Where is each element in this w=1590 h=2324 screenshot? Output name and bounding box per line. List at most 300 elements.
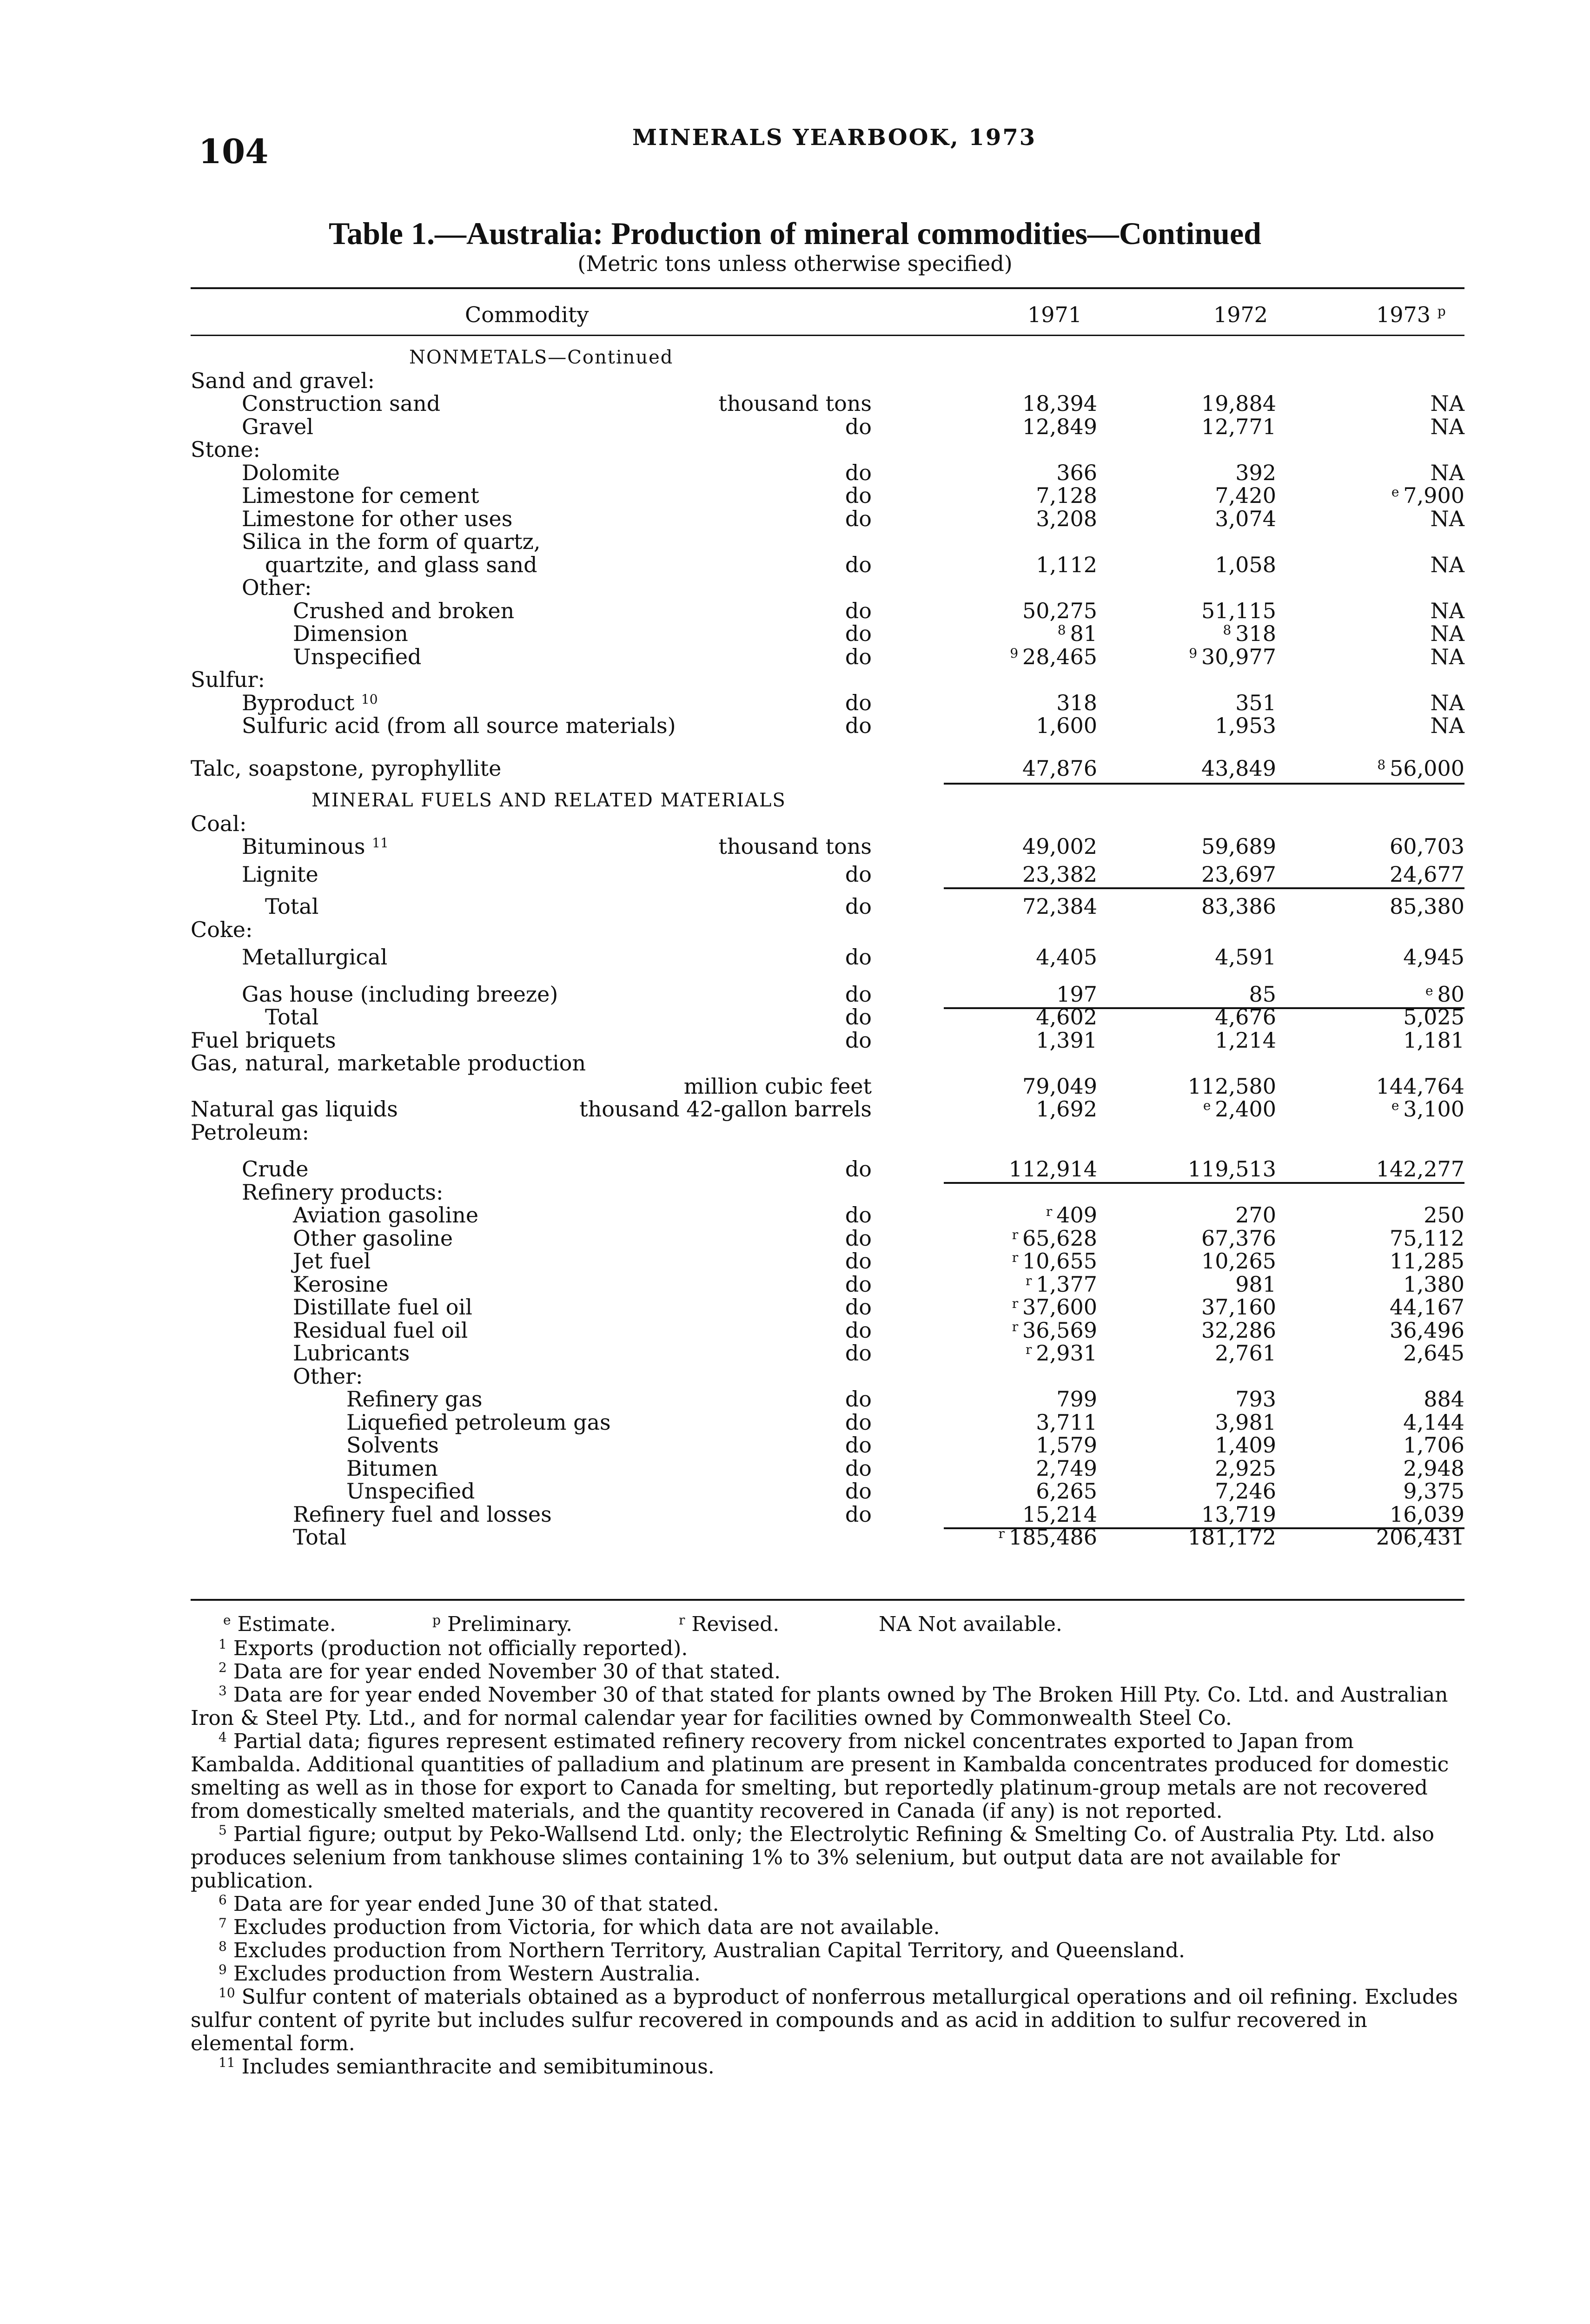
cell-1972: 37,160	[1201, 1294, 1276, 1320]
footnote-text: Data are for year ended June 30 of that stated.	[233, 1892, 719, 1916]
footnote-marker: r	[1026, 1273, 1036, 1288]
row-label: Total	[293, 1525, 347, 1550]
cell-1971: 12,849	[1022, 414, 1097, 439]
cell-1972: 119,513	[1187, 1156, 1276, 1182]
table-row	[0, 835, 1590, 858]
cell-1972: 10,265	[1201, 1248, 1276, 1274]
column-header-1971: 1971	[1027, 302, 1082, 327]
footnote-marker: r	[1012, 1250, 1023, 1265]
cell-1971: 72,384	[1022, 894, 1097, 919]
column-header-1973	[1376, 302, 1446, 327]
unit-label: million cubic feet	[683, 1073, 872, 1099]
cell-1972: 1,058	[1215, 552, 1276, 577]
cell-1971: 799	[1056, 1386, 1097, 1412]
unit-label: do	[845, 1225, 872, 1251]
cell-1971: $^r$ 409	[1046, 1202, 1097, 1228]
unit-label: do	[845, 1027, 872, 1053]
unit-label: do	[845, 944, 872, 970]
table-top-rule	[191, 287, 1464, 289]
cell-1973: 144,764	[1376, 1073, 1464, 1099]
cell-1971: 1,579	[1036, 1433, 1097, 1458]
cell-1972: 67,376	[1201, 1225, 1276, 1251]
cell-1972: 32,286	[1201, 1317, 1276, 1343]
unit-label: do	[845, 460, 872, 485]
section-heading	[0, 789, 1590, 812]
footnote-text: Data are for year ended November 30 of that stated.	[233, 1660, 781, 1684]
cell-1971: 112,914	[1008, 1156, 1097, 1182]
cell-1972: 59,689	[1201, 834, 1276, 859]
row-label: MINERAL FUELS AND RELATED MATERIALS	[311, 790, 786, 811]
cell-1971: 1,391	[1036, 1027, 1097, 1053]
footnote-number: 1	[219, 1637, 227, 1652]
cell-1973: NA	[1430, 414, 1464, 439]
cell-1973: 206,431	[1376, 1525, 1464, 1550]
row-label: Unspecified	[346, 1479, 475, 1504]
unit-label: do	[845, 1501, 872, 1527]
footnote-number: 4	[219, 1730, 227, 1745]
row-label: Bitumen	[346, 1455, 438, 1481]
cell-1973: $^8$ 56,000	[1377, 755, 1464, 781]
table-row	[0, 1052, 1590, 1074]
row-label: Other:	[242, 575, 312, 600]
table-row	[0, 484, 1590, 507]
footnote-marker: e	[1391, 484, 1404, 500]
row-label: Refinery fuel and losses	[293, 1501, 552, 1527]
footnote-item	[191, 2055, 1464, 2079]
cell-1972: 7,420	[1215, 483, 1276, 508]
cell-1972: 7,246	[1215, 1479, 1276, 1504]
cell-1971: 3,208	[1036, 506, 1097, 531]
footnote-item	[191, 1916, 1464, 1939]
footnote-marker: 11	[372, 835, 389, 851]
footnote-marker: r	[1046, 1204, 1057, 1219]
table-row	[0, 600, 1590, 622]
unit-label: do	[845, 861, 872, 887]
table-row	[0, 714, 1590, 737]
row-label: Total	[265, 894, 319, 919]
row-label: Dolomite	[242, 460, 340, 485]
running-head: MINERALS YEARBOOK, 1973	[632, 125, 1037, 151]
row-label: Liquefied petroleum gas	[346, 1409, 611, 1435]
row-label: Residual fuel oil	[293, 1317, 468, 1343]
unit-label: do	[845, 1202, 872, 1228]
cell-1972: 19,884	[1201, 391, 1276, 416]
row-label: Byproduct $^{10}$	[242, 690, 378, 715]
footnote-number: 5	[219, 1822, 227, 1838]
footnotes	[191, 1613, 1464, 2079]
cell-1973: $^e$ 80	[1425, 981, 1464, 1007]
cell-1973: 16,039	[1390, 1501, 1464, 1527]
footnote-marker: r	[1012, 1319, 1023, 1334]
table-row	[0, 508, 1590, 530]
unit-label: do	[845, 1340, 872, 1366]
table-row	[0, 1181, 1590, 1203]
footnote-marker: 8	[1057, 622, 1070, 638]
row-label: Gas, natural, marketable production	[191, 1050, 586, 1076]
footnote-item	[191, 1660, 1464, 1684]
table-row	[0, 1006, 1590, 1028]
table-row	[0, 1342, 1590, 1364]
unit-label: do	[845, 552, 872, 577]
cell-1971: 4,602	[1036, 1004, 1097, 1030]
row-label: Other gasoline	[293, 1225, 453, 1251]
cell-1972: 1,953	[1215, 713, 1276, 738]
unit-label: do	[845, 1294, 872, 1320]
footnote-item	[191, 1637, 1464, 1660]
footnote-number: 8	[219, 1939, 227, 1954]
row-label: Natural gas liquids	[191, 1096, 398, 1122]
column-header-1972: 1972	[1213, 302, 1268, 327]
cell-1973: 60,703	[1390, 834, 1464, 859]
header-bottom-rule	[191, 335, 1464, 336]
table-bottom-rule	[191, 1599, 1464, 1601]
table-row	[0, 1204, 1590, 1226]
cell-1971: $^r$ 1,377	[1026, 1271, 1097, 1297]
row-label: Gravel	[242, 414, 314, 439]
cell-1973: 44,167	[1390, 1294, 1464, 1320]
footnote-marker: e	[1391, 1098, 1404, 1113]
row-label: Coal:	[191, 811, 247, 836]
footnote-item	[191, 1962, 1464, 1986]
table-row	[0, 946, 1590, 968]
cell-1973: 36,496	[1390, 1317, 1464, 1343]
table-row	[0, 1158, 1590, 1180]
section-heading	[0, 346, 1590, 369]
cell-1973: NA	[1430, 713, 1464, 738]
cell-1973: 1,380	[1403, 1271, 1464, 1297]
cell-1973: NA	[1430, 391, 1464, 416]
row-label: Gas house (including breeze)	[242, 981, 558, 1007]
unit-label: do	[845, 644, 872, 669]
cell-1971: 49,002	[1022, 834, 1097, 859]
table-row	[0, 1029, 1590, 1051]
row-label: Fuel briquets	[191, 1027, 336, 1053]
footnote-marker: 9	[1010, 645, 1023, 661]
table-row	[0, 812, 1590, 835]
cell-1971: 1,600	[1036, 713, 1097, 738]
row-label: Sand and gravel:	[191, 368, 375, 393]
legend-revised: $^r$ Revised.	[679, 1612, 780, 1636]
row-label: Coke:	[191, 917, 253, 942]
table-row	[0, 1098, 1590, 1120]
footnote-marker: r	[1026, 1342, 1036, 1357]
unit-label: do	[845, 1156, 872, 1182]
unit-label: do	[845, 1479, 872, 1504]
cell-1973: NA	[1430, 644, 1464, 669]
footnote-text: Partial figure; output by Peko-Wallsend Ltd. only; the Electrolytic Refining & Smelting Co. of Australia Pty. Ltd. also produces selenium from tankhouse slimes containing 1% to 3% selenium, but output data are not available for publication.	[191, 1822, 1435, 1893]
table-row	[0, 622, 1590, 645]
cell-1971: 50,275	[1022, 598, 1097, 623]
unit-label: thousand 42-gallon barrels	[579, 1096, 872, 1122]
row-label: Lubricants	[293, 1340, 410, 1366]
cell-1971: $^r$ 2,931	[1026, 1340, 1097, 1366]
cell-1971: 18,394	[1022, 391, 1097, 416]
cell-1971: $^r$ 185,486	[998, 1525, 1097, 1550]
footnote-marker: r	[1012, 1227, 1023, 1242]
footnote-legend	[191, 1613, 1464, 1637]
cell-1972: 270	[1235, 1202, 1276, 1228]
cell-1972: 1,409	[1215, 1433, 1276, 1458]
table-title: Table 1.—Australia: Production of mineral commodities—Continued	[328, 216, 1262, 251]
footnote-item	[191, 1893, 1464, 1916]
footnote-marker: r	[1012, 1296, 1023, 1311]
cell-1971: $^r$ 37,600	[1012, 1294, 1097, 1320]
footnote-marker: 9	[1189, 645, 1202, 661]
cell-1971: 6,265	[1036, 1479, 1097, 1504]
table-row	[0, 392, 1590, 415]
unit-label: do	[845, 621, 872, 646]
row-label: NONMETALS—Continued	[409, 347, 674, 368]
column-header-commodity: Commodity	[465, 302, 589, 327]
table-row	[0, 1365, 1590, 1387]
table-row	[0, 1457, 1590, 1479]
footnote-number: 9	[219, 1962, 227, 1977]
row-label: Distillate fuel oil	[293, 1294, 472, 1320]
legend-not-available: NA Not available.	[879, 1612, 1062, 1636]
footnote-text: Exports (production not officially reported).	[233, 1637, 688, 1660]
cell-1973: 4,945	[1403, 944, 1464, 970]
cell-1972: 793	[1235, 1386, 1276, 1412]
footnote-text: Excludes production from Northern Territory, Australian Capital Territory, and Queensland.	[233, 1939, 1185, 1962]
footnote-marker: e	[1203, 1098, 1215, 1113]
cell-1971: $^r$ 65,628	[1012, 1225, 1097, 1251]
table-row	[0, 1503, 1590, 1525]
row-label: Talc, soapstone, pyrophyllite	[191, 755, 502, 781]
table-row	[0, 646, 1590, 668]
cell-1971: 366	[1056, 460, 1097, 485]
cell-1973: 1,181	[1403, 1027, 1464, 1053]
row-label: Unspecified	[293, 644, 422, 669]
row-label: Refinery products:	[242, 1179, 444, 1205]
table-row	[0, 692, 1590, 714]
footnote-text: Includes semianthracite and semibituminous.	[241, 2055, 715, 2079]
table-row	[0, 576, 1590, 599]
total-row	[0, 895, 1590, 918]
unit-label: do	[845, 894, 872, 919]
footnote-marker: 10	[361, 691, 378, 707]
unit-label: thousand tons	[718, 834, 872, 859]
row-label: Metallurgical	[242, 944, 388, 970]
unit-label: do	[845, 1455, 872, 1481]
legend-preliminary: $^p$ Preliminary.	[432, 1612, 573, 1636]
cell-1972: 2,761	[1215, 1340, 1276, 1366]
footnote-item	[191, 1684, 1464, 1730]
cell-1972: 112,580	[1187, 1073, 1276, 1099]
cell-1973: 85,380	[1390, 894, 1464, 919]
table-row	[0, 438, 1590, 461]
unit-label: do	[845, 598, 872, 623]
cell-1971: 1,692	[1036, 1096, 1097, 1122]
unit-label: do	[845, 1317, 872, 1343]
table-row	[0, 1319, 1590, 1341]
unit-label: do	[845, 690, 872, 715]
cell-1972: 43,849	[1201, 755, 1276, 781]
row-label: Jet fuel	[293, 1248, 371, 1274]
footnote-marker: 8	[1223, 622, 1236, 638]
table-row	[0, 1388, 1590, 1410]
table-row	[0, 668, 1590, 691]
cell-1972: 51,115	[1201, 598, 1276, 623]
footnote-text: Excludes production from Western Australia.	[233, 1962, 701, 1986]
cell-1973: NA	[1430, 690, 1464, 715]
cell-1973: NA	[1430, 552, 1464, 577]
cell-1972: 12,771	[1201, 414, 1276, 439]
footnote-text: Excludes production from Victoria, for which data are not available.	[233, 1915, 940, 1939]
row-label: Crushed and broken	[293, 598, 515, 623]
cell-1973: 142,277	[1376, 1156, 1464, 1182]
row-label: quartzite, and glass sand	[265, 552, 537, 577]
footnote-text: Partial data; figures represent estimated refinery recovery from nickel concentrates exported to Japan from Kambalda. Additional quantities of palladium and platinum are present in Kambalda concentrates produced for domestic smelting as well as in those for export to Canada for smelting, but reportedly platinum-group metals are not recovered from domestically smelted materials, and the quantity recovered in Canada (if any) is not reported.	[191, 1730, 1449, 1823]
row-label: Construction sand	[242, 391, 441, 416]
cell-1972: 2,925	[1215, 1455, 1276, 1481]
row-label: Solvents	[346, 1433, 439, 1458]
cell-1971: $^8$ 81	[1057, 621, 1097, 646]
footnote-item	[191, 1730, 1464, 1823]
cell-1972: 13,719	[1201, 1501, 1276, 1527]
unit-label: thousand tons	[718, 391, 872, 416]
cell-1973: $^e$ 3,100	[1391, 1096, 1464, 1122]
cell-1972: 83,386	[1201, 894, 1276, 919]
sum-rule	[944, 887, 1464, 889]
unit-label: do	[845, 981, 872, 1007]
row-label: Other:	[293, 1363, 363, 1389]
row-label: Total	[265, 1004, 319, 1030]
footnote-text: Sulfur content of materials obtained as a byproduct of nonferrous metallurgical operations and oil refining. Excludes sulfur content of pyrite but includes sulfur recovered in compounds and as acid in addition to sulfur recovered in elemental form.	[191, 1985, 1458, 2055]
footnote-number: 2	[219, 1660, 227, 1675]
cell-1971: 1,112	[1036, 552, 1097, 577]
cell-1972: 23,697	[1201, 861, 1276, 887]
footnote-text: Data are for year ended November 30 of that stated for plants owned by The Broken Hill Pty. Co. Ltd. and Australian Iron & Steel Pty. Ltd., and for normal calendar year for facilities owned by Commonwealth Steel Co.	[191, 1683, 1448, 1730]
cell-1971: 7,128	[1036, 483, 1097, 508]
unit-label: do	[845, 713, 872, 738]
table-row	[0, 863, 1590, 885]
cell-1972: 392	[1235, 460, 1276, 485]
cell-1973: 884	[1424, 1386, 1464, 1412]
cell-1971: 2,749	[1036, 1455, 1097, 1481]
cell-1972: 981	[1235, 1271, 1276, 1297]
cell-1973: 5,025	[1403, 1004, 1464, 1030]
cell-1972: 181,172	[1187, 1525, 1276, 1550]
cell-1972: 4,591	[1215, 944, 1276, 970]
cell-1973: 24,677	[1390, 861, 1464, 887]
unit-label: do	[845, 1433, 872, 1458]
cell-1971: $^r$ 36,569	[1012, 1317, 1097, 1343]
row-label: Limestone for other uses	[242, 506, 513, 531]
cell-1971: 3,711	[1036, 1409, 1097, 1435]
footnote-marker: 8	[1377, 757, 1390, 772]
cell-1972: 351	[1235, 690, 1276, 715]
row-label: Limestone for cement	[242, 483, 479, 508]
footnote-number: 11	[219, 2055, 235, 2070]
table-subtitle: (Metric tons unless otherwise specified)	[577, 251, 1013, 276]
table-row	[0, 1250, 1590, 1272]
unit-label: do	[845, 1248, 872, 1274]
cell-1972: $^e$ 2,400	[1203, 1096, 1276, 1122]
table-row	[0, 983, 1590, 1005]
cell-1973: 4,144	[1403, 1409, 1464, 1435]
table-row	[0, 554, 1590, 576]
cell-1973: $^e$ 7,900	[1391, 483, 1464, 508]
cell-1973: 11,285	[1390, 1248, 1464, 1274]
cell-1972: 3,074	[1215, 506, 1276, 531]
row-label: Sulfur:	[191, 667, 265, 692]
cell-1971: 4,405	[1036, 944, 1097, 970]
total-row	[0, 1526, 1590, 1548]
unit-label: do	[845, 1386, 872, 1412]
footnote-number: 10	[219, 1985, 235, 2000]
cell-1973: 2,645	[1403, 1340, 1464, 1366]
row-label: Dimension	[293, 621, 408, 646]
table-row	[0, 1273, 1590, 1295]
column-header-1973-note: p	[1437, 304, 1446, 319]
cell-1973: 2,948	[1403, 1455, 1464, 1481]
footnote-number: 7	[219, 1915, 227, 1931]
cell-1973: 1,706	[1403, 1433, 1464, 1458]
cell-1971: 79,049	[1022, 1073, 1097, 1099]
cell-1972: 3,981	[1215, 1409, 1276, 1435]
cell-1971: 47,876	[1022, 755, 1097, 781]
cell-1973: NA	[1430, 621, 1464, 646]
table-row	[0, 462, 1590, 484]
cell-1972: 1,214	[1215, 1027, 1276, 1053]
column-header-1973-year: 1973	[1376, 302, 1431, 327]
cell-1971: 15,214	[1022, 1501, 1097, 1527]
footnote-item	[191, 1939, 1464, 1962]
cell-1971: 318	[1056, 690, 1097, 715]
unit-label: do	[845, 414, 872, 439]
row-label: Lignite	[242, 861, 318, 887]
row-label: Bituminous $^{11}$	[242, 834, 389, 859]
table-row	[0, 1121, 1590, 1143]
page-number: 104	[199, 132, 269, 171]
cell-1972: 4,676	[1215, 1004, 1276, 1030]
cell-1971: $^9$ 28,465	[1010, 644, 1097, 669]
cell-1971: $^r$ 10,655	[1012, 1248, 1097, 1274]
cell-1971: 23,382	[1022, 861, 1097, 887]
table-row	[0, 1075, 1590, 1097]
footnote-marker: r	[998, 1526, 1009, 1541]
legend-estimate: $^e$ Estimate.	[223, 1612, 336, 1636]
cell-1972: $^8$ 318	[1223, 621, 1276, 646]
table-row	[0, 1411, 1590, 1433]
cell-1972: $^9$ 30,977	[1189, 644, 1276, 669]
footnote-list	[191, 1637, 1464, 2079]
unit-label: do	[845, 506, 872, 531]
unit-label: do	[845, 1004, 872, 1030]
table-row	[0, 1227, 1590, 1249]
cell-1972: 85	[1249, 981, 1276, 1007]
cell-1973: NA	[1430, 598, 1464, 623]
row-label: Refinery gas	[346, 1386, 483, 1412]
row-label: Silica in the form of quartz,	[242, 529, 541, 554]
row-label: Petroleum:	[191, 1119, 309, 1145]
unit-label: do	[845, 1271, 872, 1297]
footnote-number: 6	[219, 1892, 227, 1908]
cell-1973: 250	[1424, 1202, 1464, 1228]
cell-1973: 9,375	[1403, 1479, 1464, 1504]
table-row	[0, 416, 1590, 438]
table-row	[0, 918, 1590, 941]
cell-1971: 197	[1056, 981, 1097, 1007]
section-divider	[944, 783, 1464, 785]
row-label: Crude	[242, 1156, 309, 1182]
table-row	[0, 1296, 1590, 1318]
table-row	[0, 530, 1590, 553]
footnote-item	[191, 1823, 1464, 1893]
footnote-number: 3	[219, 1683, 227, 1698]
table-row	[0, 1480, 1590, 1502]
table-row	[0, 757, 1590, 779]
